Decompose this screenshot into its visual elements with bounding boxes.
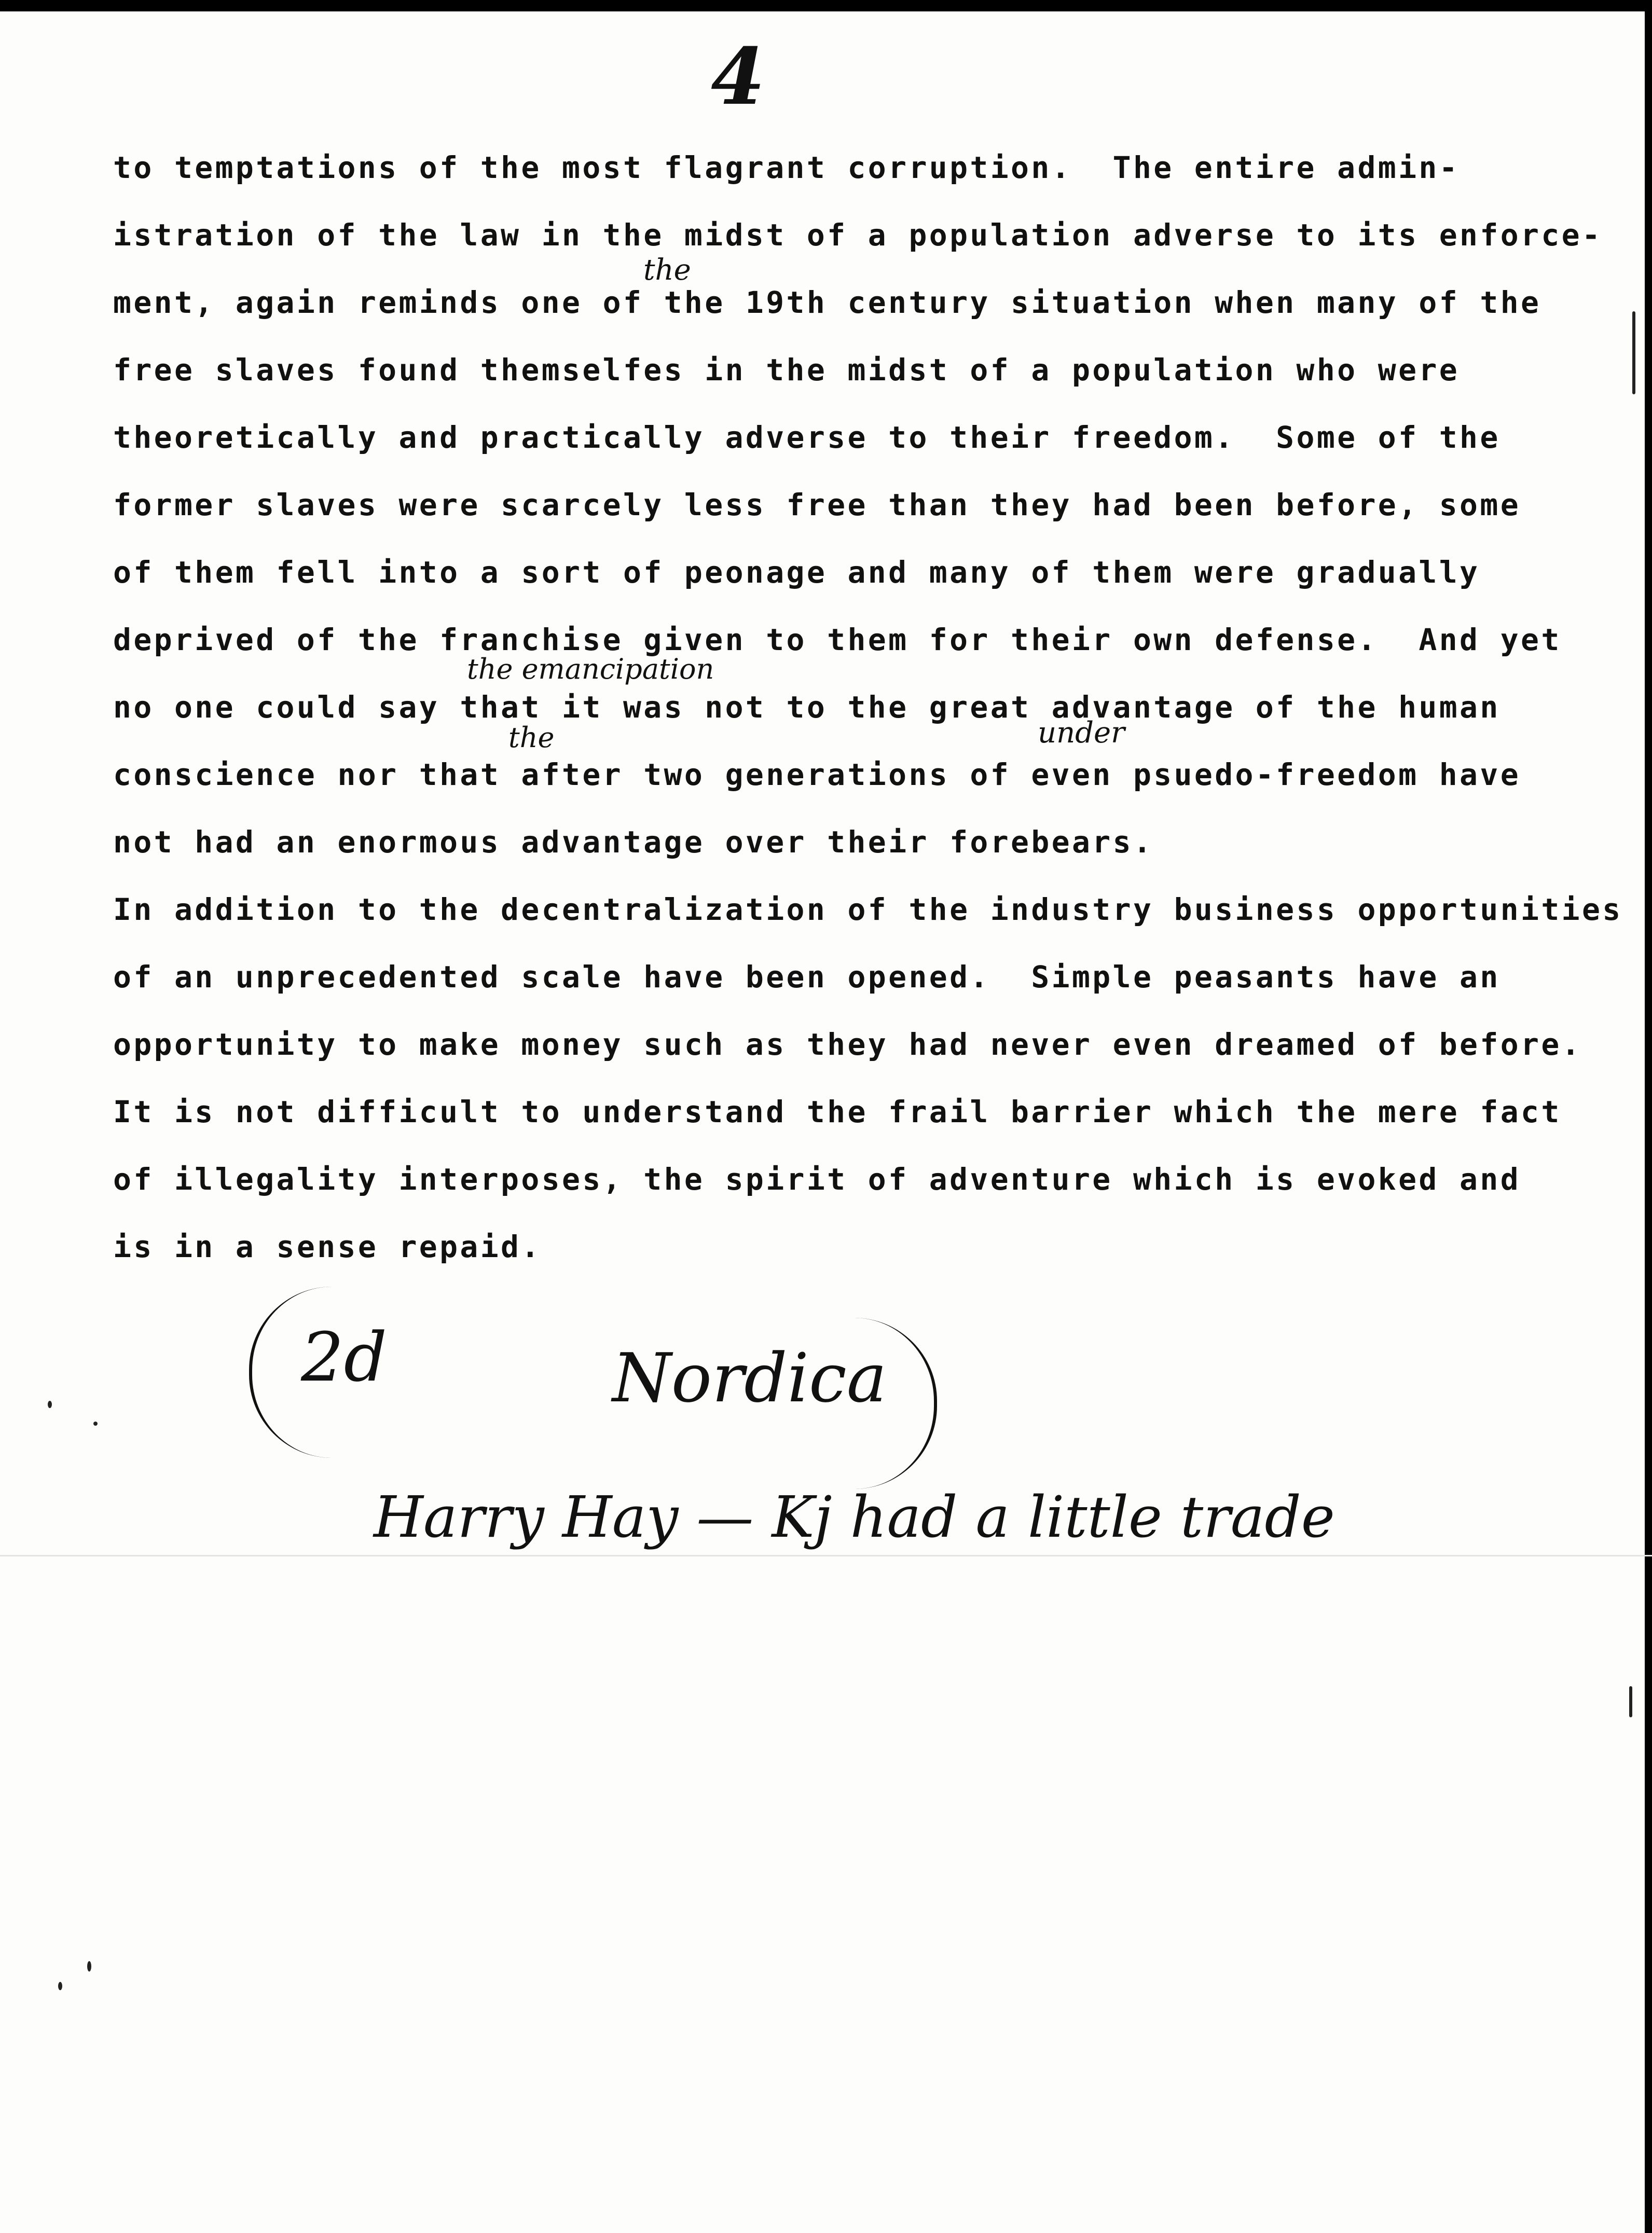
text-line: not had an enormous advantage over their forebears.	[113, 824, 1154, 860]
fold-line	[0, 1555, 1652, 1556]
text-line: theoretically and practically adverse to their freedom. Some of the	[113, 420, 1500, 455]
text-line: no one could say that it was not to the great advantage of the human	[113, 690, 1500, 725]
handwritten-insert-emancipation: the emancipation	[467, 653, 714, 685]
handwritten-insert-the-2: the	[508, 721, 555, 754]
scan-speck	[87, 1961, 91, 1972]
text-line: In addition to the decentralization of the industry business opportunities	[113, 892, 1623, 927]
scan-speck	[1632, 311, 1635, 394]
scan-speck	[93, 1422, 98, 1426]
handwritten-insert-the: the	[643, 253, 691, 287]
page-number: 4	[711, 31, 765, 122]
text-line: deprived of the franchise given to them for their own defense. And yet	[113, 622, 1562, 657]
handwritten-note-nordica: Nordica	[612, 1339, 887, 1417]
text-line: of illegality interposes, the spirit of adventure which is evoked and	[113, 1162, 1521, 1197]
scan-top-edge	[0, 0, 1652, 11]
text-line: free slaves found themselfes in the midst of a population who were	[113, 352, 1460, 388]
scan-speck	[48, 1401, 52, 1408]
scan-speck	[1629, 1686, 1632, 1717]
text-line: conscience nor that after two generations of even psuedo-freedom have	[113, 757, 1521, 792]
text-line: of an unprecedented scale have been opened. Simple peasants have an	[113, 959, 1500, 995]
text-line: ment, again reminds one of the 19th century situation when many of the	[113, 285, 1541, 320]
scan-speck	[58, 1982, 62, 1990]
handwritten-note-signature-line: Harry Hay — Kj had a little trade	[374, 1484, 1335, 1550]
text-line: of them fell into a sort of peonage and many of them were gradually	[113, 555, 1480, 590]
text-line: It is not difficult to understand the frail barrier which the mere fact	[113, 1094, 1562, 1129]
text-line: is in a sense repaid.	[113, 1229, 542, 1264]
handwritten-insert-under: under	[1038, 716, 1125, 750]
typed-body-text	[113, 134, 1623, 1280]
text-line: to temptations of the most flagrant corruption. The entire admin-	[113, 150, 1460, 185]
text-line: opportunity to make money such as they had never even dreamed of before.	[113, 1027, 1582, 1062]
text-line: former slaves were scarcely less free than they had been before, some	[113, 487, 1521, 522]
text-line: istration of the law in the midst of a population adverse to its enforce-	[113, 217, 1603, 253]
handwritten-note-2d: 2d	[301, 1318, 387, 1397]
scan-right-edge	[1645, 0, 1652, 2233]
